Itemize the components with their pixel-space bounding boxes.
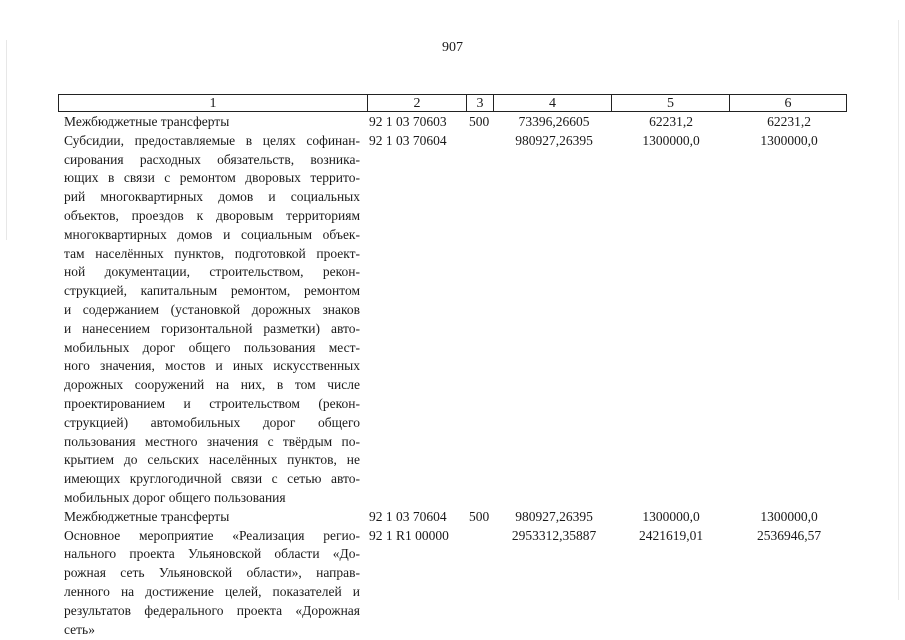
row-name-line: проектированием и строительством (рекон- xyxy=(64,395,360,411)
row-code: 92 1 03 70604 xyxy=(369,132,447,148)
row-name-line: рий многоквартирных домов и социальных xyxy=(64,189,360,205)
row-name-line: Межбюджетные трансферты xyxy=(64,508,230,524)
header-col-1: 1 xyxy=(59,95,368,112)
row-code: 92 1 03 70603 xyxy=(369,114,447,129)
header-col-3: 3 xyxy=(467,95,494,112)
row-value-col6: 1300000,0 xyxy=(760,508,818,524)
row-value-col4: 73396,26605 xyxy=(518,114,590,129)
row-name-line: и содержанием (установкой дорожных знаков xyxy=(64,301,360,317)
row-name-line: рожная сеть Ульяновской области», направ- xyxy=(64,565,360,581)
row-name-line: дорожных сооружений на них, в том числе xyxy=(64,377,360,393)
row-name-line: результатов федерального проекта «Дорожная xyxy=(64,602,360,618)
scan-artifact xyxy=(6,40,7,240)
row-name-line: ющих в связи с ремонтом дворовых террито- xyxy=(64,170,360,186)
row-name-line: крытием до сельских населённых пунктов, не xyxy=(64,452,360,468)
header-col-4: 4 xyxy=(494,95,612,112)
header-col-6: 6 xyxy=(784,96,792,111)
row-name-line: Субсидии, предоставляемые в целях софинан- xyxy=(64,132,360,148)
row-name-line: ного значения, мостов и иных искусственных xyxy=(64,358,360,374)
row-name xyxy=(64,132,360,508)
row-name-line: там населённых пунктов, подготовкой проект- xyxy=(64,245,360,261)
row-name xyxy=(64,113,360,132)
row-value-col5: 1300000,0 xyxy=(642,508,700,524)
row-name-line: мобильных дорог общего пользования мест- xyxy=(64,339,360,355)
row-code: 92 1 03 70604 xyxy=(369,508,447,524)
row-name-line: пользования местного значения с твёрдым по- xyxy=(64,433,360,449)
row-name-line: сеть» xyxy=(64,621,95,637)
table-header xyxy=(58,94,847,112)
row-name-line: объектов, проездов к дворовым территориям xyxy=(64,207,360,223)
row-name-line: и нанесением горизонтальной разметки) авто- xyxy=(64,320,360,336)
row-name-line: ленного на достижение целей, показателей и xyxy=(64,583,360,599)
row-type: 500 xyxy=(469,114,490,129)
row-name xyxy=(64,508,360,527)
row-name-line: мобильных дорог общего пользования xyxy=(64,489,286,505)
row-name-line: струкцией, капитальным ремонтом, ремонтом xyxy=(64,283,360,299)
row-value-col4: 980927,26395 xyxy=(515,132,593,148)
row-name xyxy=(64,527,360,640)
row-value-col6: 2536946,57 xyxy=(756,527,822,543)
scan-artifact xyxy=(898,20,899,600)
row-name-line: ной документации, строительством, рекон- xyxy=(64,264,360,280)
row-value-col5: 2421619,01 xyxy=(638,527,704,543)
row-value-col4: 2953312,35887 xyxy=(511,527,597,543)
row-value-col4: 980927,26395 xyxy=(515,508,593,524)
row-name-line: Межбюджетные трансферты xyxy=(64,114,230,129)
row-name-line: Основное мероприятие «Реализация регио- xyxy=(64,527,360,543)
row-name-line: струкцией) автомобильных дорог общего xyxy=(64,414,360,430)
row-name-line: имеющих круглогодичной связи с сетью авто- xyxy=(64,471,360,487)
row-name-line: многоквартирных домов и социальным объек- xyxy=(64,226,360,242)
row-value-col5: 62231,2 xyxy=(649,114,693,129)
row-name-line: нального проекта Ульяновской области «До- xyxy=(64,546,360,562)
row-type: 500 xyxy=(469,508,490,524)
header-col-2: 2 xyxy=(368,95,467,112)
header-col-5: 5 xyxy=(612,95,730,112)
row-value-col5: 1300000,0 xyxy=(642,132,700,148)
row-code: 92 1 R1 00000 xyxy=(369,527,449,543)
row-name-line: сирования расходных обязательств, возника- xyxy=(64,151,360,167)
page-number: 907 xyxy=(442,40,463,55)
row-value-col6: 62231,2 xyxy=(767,114,811,129)
row-value-col6: 1300000,0 xyxy=(760,132,818,148)
